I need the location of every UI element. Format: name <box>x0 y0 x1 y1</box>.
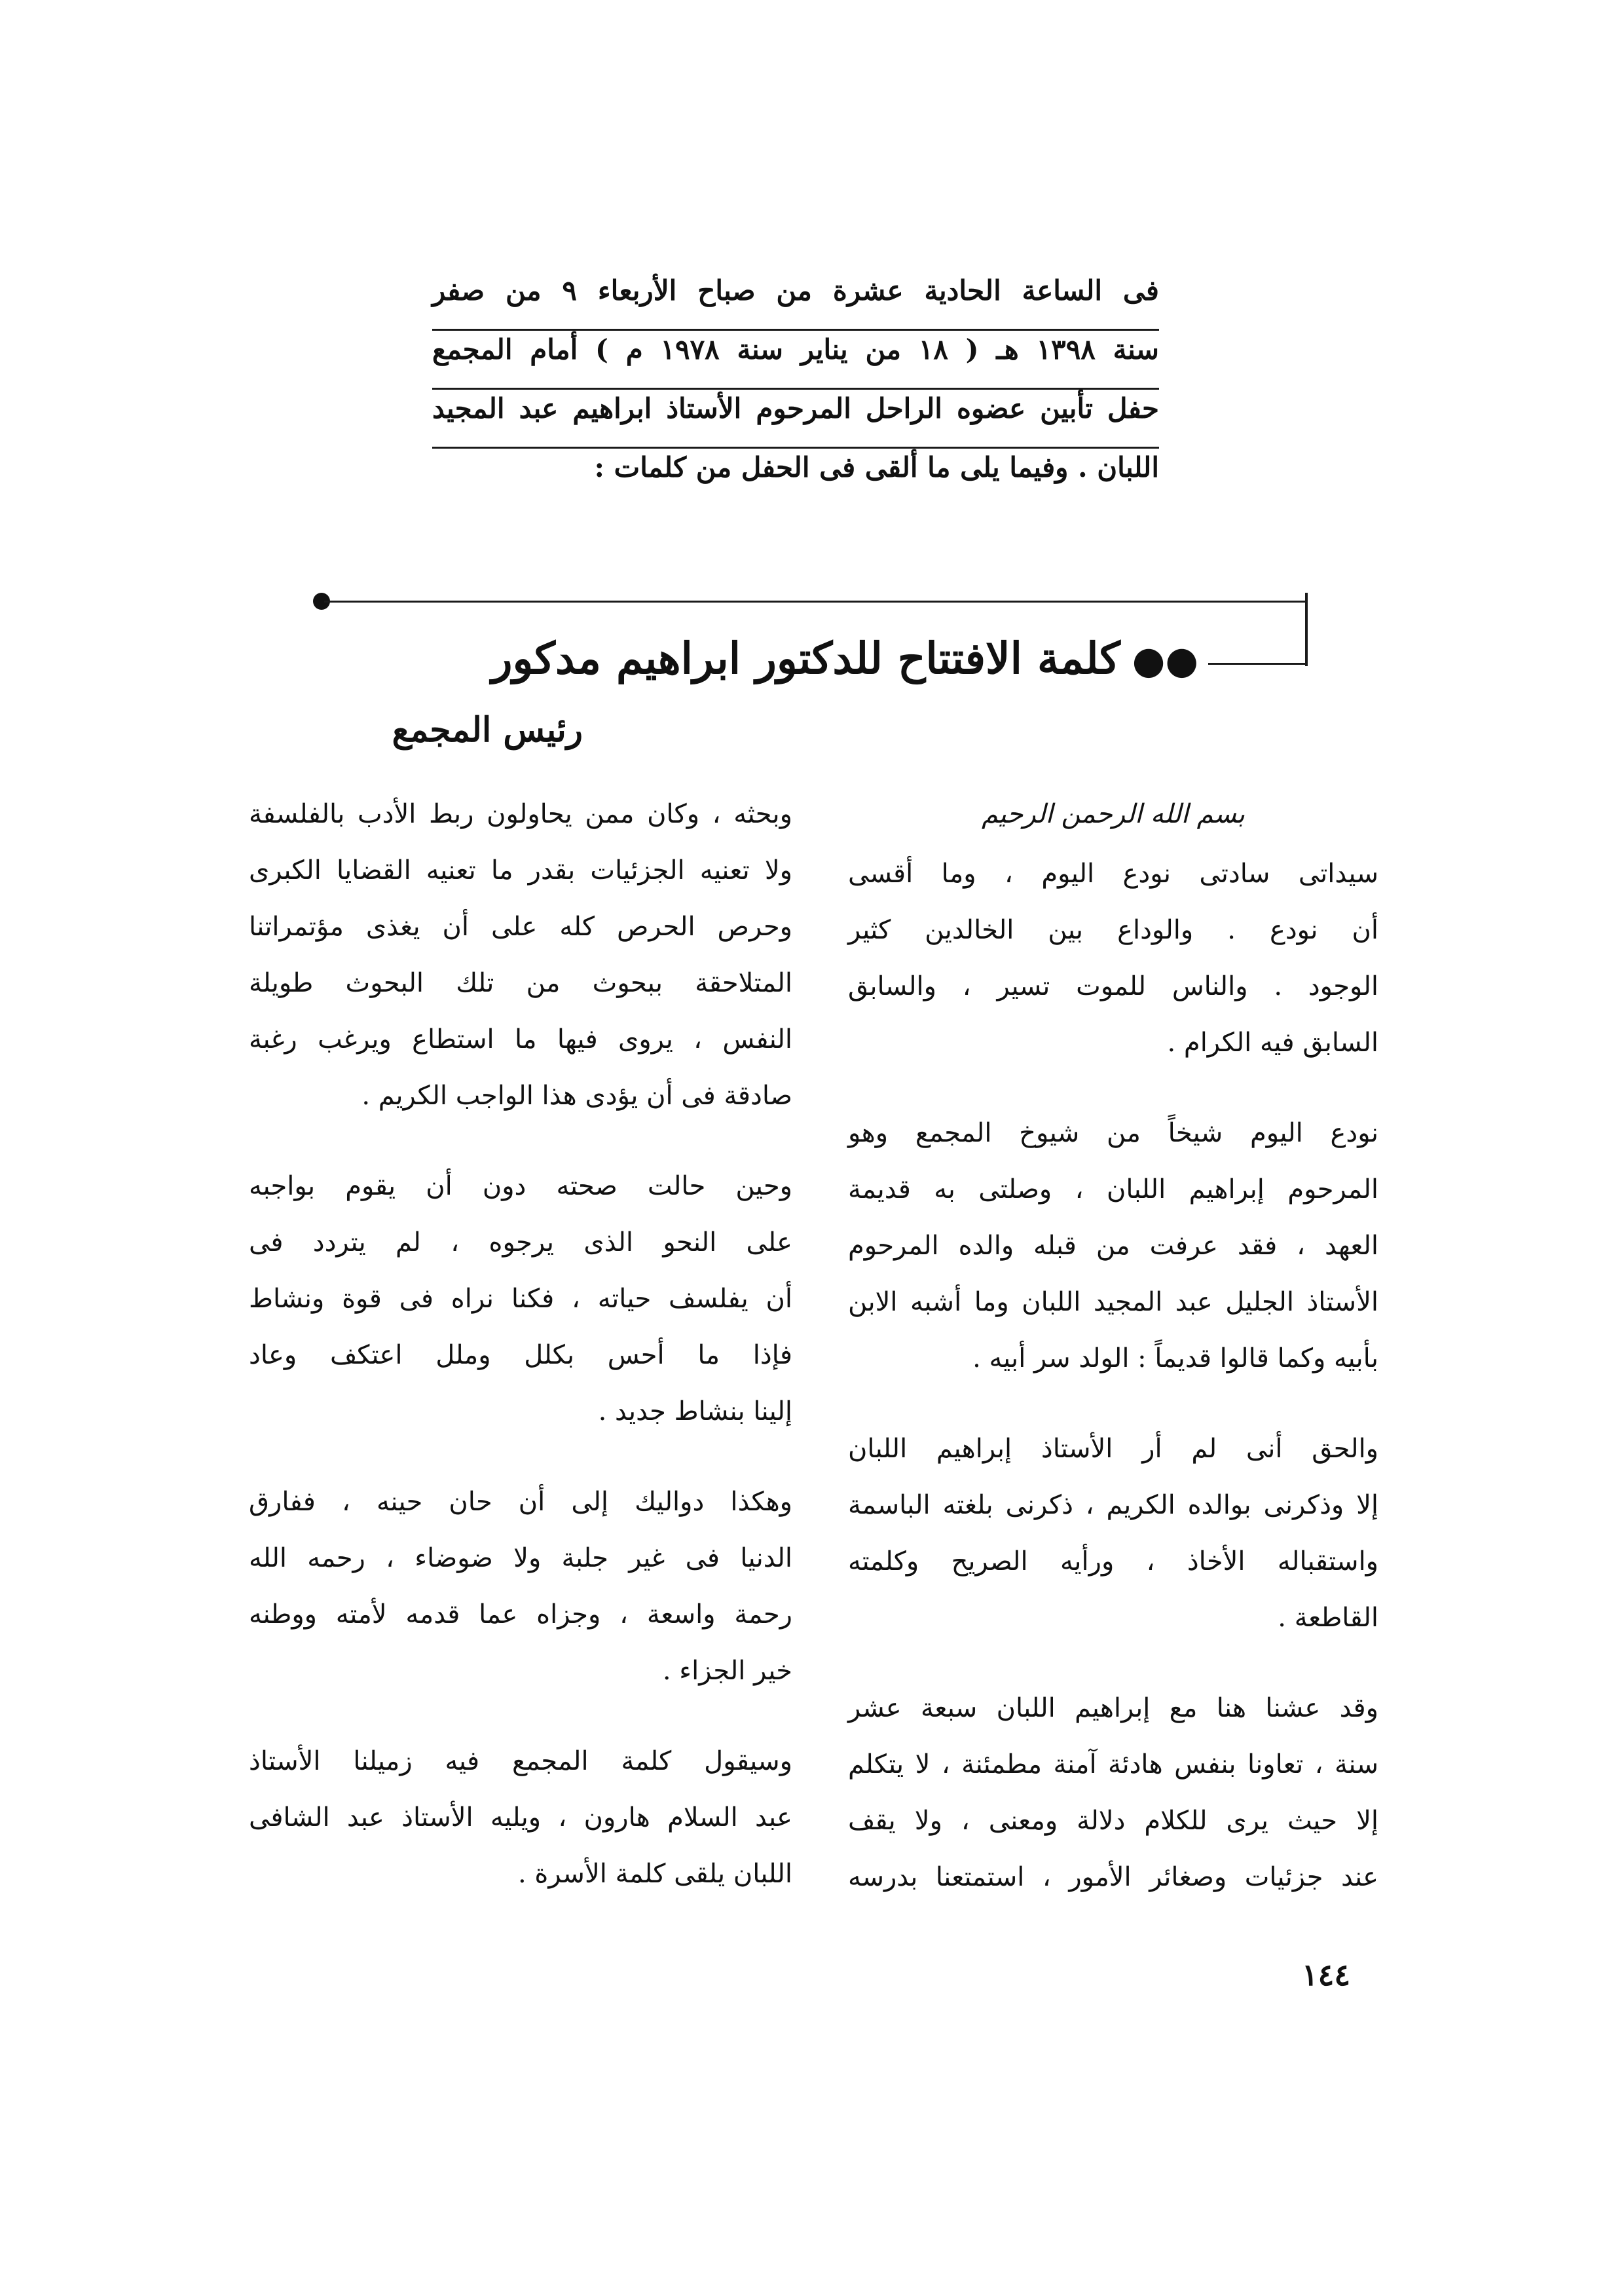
text-line: فإذا ما أحس بكلل وملل اعتكف وعاد <box>249 1340 792 1370</box>
text-line: المتلاحقة ببحوث من تلك البحوث طويلة <box>249 968 792 998</box>
text-line: وسيقول كلمة المجمع فيه زميلنا الأستاذ <box>249 1746 792 1776</box>
text-line: سيداتى سادتى نودع اليوم ، وما أقسى <box>848 859 1378 889</box>
text-line: إلا وذكرنى بوالده الكريم ، ذكرنى بلغته الباسمة <box>848 1490 1378 1520</box>
paragraph <box>249 1158 792 1440</box>
page-number: ١٤٤ <box>1301 1957 1351 1992</box>
left-column <box>249 786 792 1936</box>
text-line: واستقباله الأخاذ ، ورأيه الصريح وكلمته <box>848 1546 1378 1577</box>
text-line: والحق أنى لم أر الأستاذ إبراهيم اللبان <box>848 1434 1378 1464</box>
text-line: القاطعة . <box>1278 1603 1378 1633</box>
text-line: النفس ، يروى فيها ما استطاع ويرغب رغبة <box>249 1024 792 1054</box>
text-line: الدنيا فى غير جلبة ولا ضوضاء ، رحمه الله <box>249 1543 792 1573</box>
text-line: الوجود . والناس للموت تسير ، والسابق <box>848 971 1378 1001</box>
intro-line: فى الساعة الحادية عشرة من صباح الأربعاء ٩ من صفر <box>432 272 1159 331</box>
text-line: الأستاذ الجليل عبد المجيد اللبان وما أشبه الابن <box>848 1287 1378 1317</box>
text-line: ولا تعنيه الجزئيات بقدر ما تعنيه القضايا الكبرى <box>249 855 792 886</box>
paragraph <box>249 786 792 1124</box>
right-column <box>848 786 1378 1939</box>
text-line: خير الجزاء . <box>662 1656 792 1686</box>
section-title <box>432 625 1198 693</box>
header-bracket <box>1305 593 1308 666</box>
text-line: وقد عشنا هنا مع إبراهيم اللبان سبعة عشر <box>848 1693 1378 1723</box>
paragraph <box>848 1105 1378 1387</box>
text-line: بأبيه وكما قالوا قديماً : الولد سر أبيه . <box>972 1343 1378 1373</box>
text-line: وهكذا دواليك إلى أن حان حينه ، ففارق <box>249 1487 792 1517</box>
section-subtitle: رئيس المجمع <box>392 710 583 750</box>
text-line: أن نودع . والوداع بين الخالدين كثير <box>848 915 1378 945</box>
intro-line: اللبان . وفيما يلى ما ألقى فى الحفل من كلمات : <box>594 451 1159 483</box>
paragraph <box>848 1680 1378 1905</box>
intro-line: سنة ١٣٩٨ هـ ( ١٨ من يناير سنة ١٩٧٨ م ) أمام المجمع <box>432 331 1159 390</box>
section-title-text: كلمة الافتتاح للدكتور ابراهيم مدكور <box>491 633 1120 684</box>
text-line: سنة ، تعاونا بنفس هادئة آمنة مطمئنة ، لا يتكلم <box>848 1749 1378 1780</box>
text-line: عند جزئيات وصغائر الأمور ، استمتعنا بدرسه <box>848 1862 1378 1892</box>
paragraph <box>848 846 1378 1071</box>
header-rule <box>324 601 1306 603</box>
title-bullet-icon: ●● <box>1132 638 1198 682</box>
text-line: المرحوم إبراهيم اللبان ، وصلتى به قديمة <box>848 1174 1378 1204</box>
paragraph <box>848 1421 1378 1646</box>
text-line: إلينا بنشاط جديد . <box>598 1396 792 1427</box>
text-line: عبد السلام هارون ، ويليه الأستاذ عبد الشافى <box>249 1802 792 1833</box>
text-line: وحرص الحرص كله على أن يغذى مؤتمراتنا <box>249 912 792 942</box>
text-line: اللبان يلقى كلمة الأسرة . <box>517 1859 792 1889</box>
text-line: العهد ، فقد عرفت من قبله والده المرحوم <box>848 1231 1378 1261</box>
text-line: السابق فيه الكرام . <box>1167 1028 1378 1058</box>
paragraph <box>249 1733 792 1902</box>
text-line: صادقة فى أن يؤدى هذا الواجب الكريم . <box>361 1081 792 1111</box>
intro-line: حفل تأبين عضوه الراحل المرحوم الأستاذ ابراهيم عبد المجيد <box>432 390 1159 449</box>
text-line: وبحثه ، وكان ممن يحاولون ربط الأدب بالفلسفة <box>249 799 792 829</box>
text-line: رحمة واسعة ، وجزاه عما قدمه لأمته ووطنه <box>249 1599 792 1630</box>
intro-block <box>432 272 1159 506</box>
text-line: على النحو الذى يرجوه ، لم يتردد فى <box>249 1227 792 1258</box>
text-line: أن يفلسف حياته ، فكنا نراه فى قوة ونشاط <box>249 1284 792 1314</box>
paragraph <box>249 1474 792 1699</box>
basmala: بسم الله الرحمن الرحيم <box>981 799 1246 829</box>
header-tick <box>1208 663 1306 665</box>
text-line: وحين حالت صحته دون أن يقوم بواجبه <box>249 1171 792 1201</box>
text-line: نودع اليوم شيخاً من شيوخ المجمع وهو <box>848 1118 1378 1148</box>
text-line: إلا حيث يرى للكلام دلالة ومعنى ، ولا يقف <box>848 1806 1378 1836</box>
